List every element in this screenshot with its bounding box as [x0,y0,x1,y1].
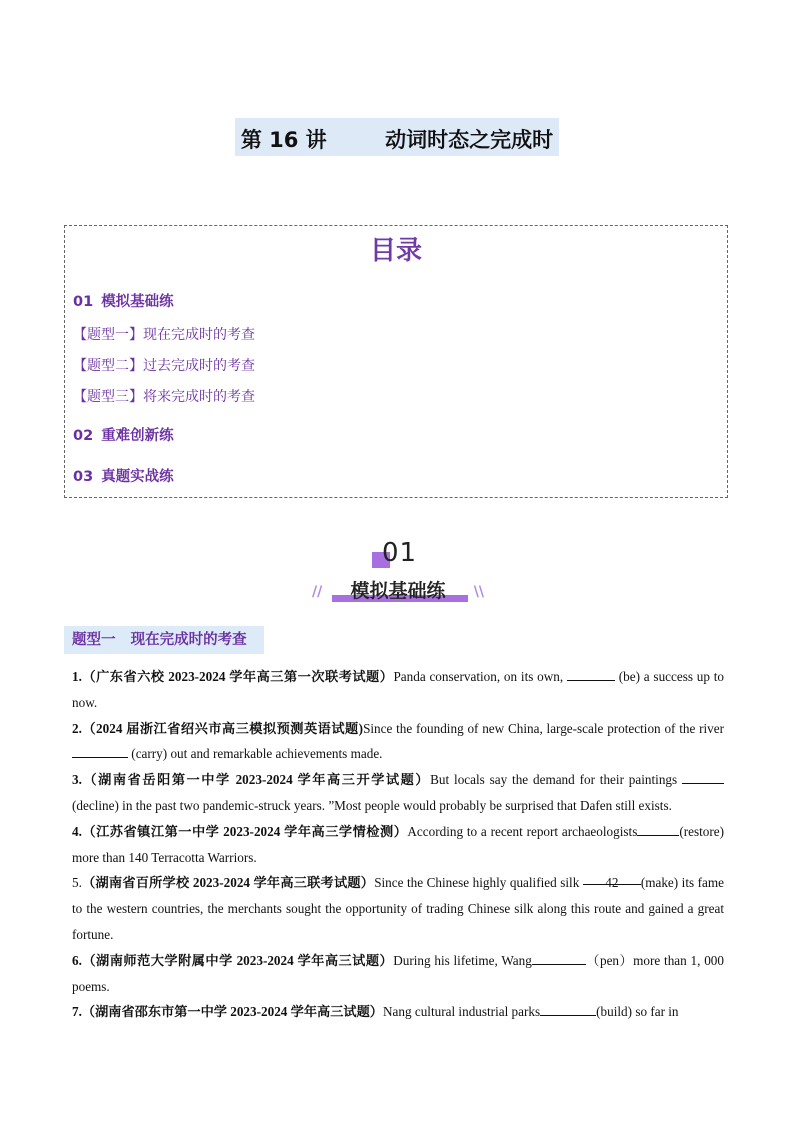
answer-blank[interactable]: 42 [583,870,641,885]
question-text: Nang cultural industrial parks [383,1004,541,1020]
question-number: 3. [72,772,82,788]
question-item [72,819,724,871]
toc-subitem-1[interactable]: 【题型一】现在完成时的考查 [73,327,255,343]
question-text: (be) a success up to now. [72,669,725,710]
page-title: 第 16 讲 动词时态之完成时 [235,118,559,156]
question-text: According to a recent report archaeologists [407,823,638,839]
toc-section-label: 重难创新练 [101,428,174,444]
question-text: (build) so far in [596,1004,679,1020]
question-number: 7. [72,1004,82,1020]
section-number [372,538,432,572]
toc-section-1[interactable] [73,290,174,311]
question-item [72,767,724,819]
toc-section-2[interactable] [73,424,174,445]
question-item [72,948,724,1000]
answer-blank[interactable] [567,666,615,681]
question-source: （湖南省岳阳第一中学 2023-2024 学年高三开学试题） [81,772,431,788]
answer-blank[interactable] [72,743,128,758]
question-text: (make) its fame to the western countries, the merchants sought the opportunity of trading Chinese silk along this route and gained a great fortune. [72,875,724,942]
toc-section-3[interactable] [73,465,174,486]
answer-blank[interactable] [532,950,586,965]
question-source: （广东省六校 2023-2024 学年高三第一次联考试题） [81,669,394,684]
question-item [72,716,724,768]
answer-blank[interactable] [540,1001,596,1016]
question-text: (carry) out and remarkable achievements made. [128,746,383,762]
toc-subitem-2[interactable]: 【题型二】过去完成时的考查 [73,358,255,374]
question-source: （湖南省百所学校 2023-2024 学年高三联考试题） [81,875,375,891]
question-item [72,999,724,1025]
question-number: 2. [72,720,82,736]
question-text: Since the Chinese highly qualified silk [374,875,583,891]
toc-section-num: 03 [73,469,94,485]
question-number: 5. [72,875,82,891]
toc-section-num: 01 [73,294,94,310]
toc-subitem-3[interactable]: 【题型三】将来完成时的考查 [73,389,255,405]
section-title-text: 模拟基础练 [350,580,446,602]
slash-left-icon: // [312,584,323,600]
section-title [308,576,488,604]
question-source: （2024 届浙江省绍兴市高三模拟预测英语试题) [81,720,364,736]
question-text: Since the founding of new China, large-scale protection of the river [363,720,724,736]
page-title-wrap [0,118,794,156]
toc-section-num: 02 [73,428,94,444]
question-text: But locals say the demand for their paintings [430,772,683,788]
question-text: (decline) in the past two pandemic-struck years. ”Most people would probably be surprised that Dafen still exists. [72,797,672,813]
toc-section-label: 模拟基础练 [101,294,174,310]
question-item [72,870,724,947]
question-text: During his lifetime, Wang [393,952,532,968]
toc-section-label: 真题实战练 [101,469,174,485]
question-text: Panda conservation, on its own, [393,669,567,684]
answer-blank[interactable] [637,821,679,836]
answer-blank[interactable] [682,769,724,784]
question-number: 4. [72,823,82,839]
slash-right-icon: \\ [473,584,484,600]
section-number-text: 01 [382,538,418,568]
question-type-heading: 题型一 现在完成时的考查 [64,626,264,654]
question-source: （湖南省邵东市第一中学 2023-2024 学年高三试题） [81,1004,383,1020]
toc-heading: 目录 [369,236,422,266]
question-item [72,664,724,716]
question-source: （江苏省镇江第一中学 2023-2024 学年高三学情检测） [81,823,408,839]
question-number: 6. [72,952,82,968]
table-of-contents [64,225,728,498]
question-source: （湖南师范大学附属中学 2023-2024 学年高三试题） [81,952,394,968]
question-text: （pen）more than 1, 000 poems. [72,952,724,994]
question-text: (restore) more than 140 Terracotta Warriors. [72,823,724,865]
question-number: 1. [72,669,82,684]
question-list [72,664,724,1025]
